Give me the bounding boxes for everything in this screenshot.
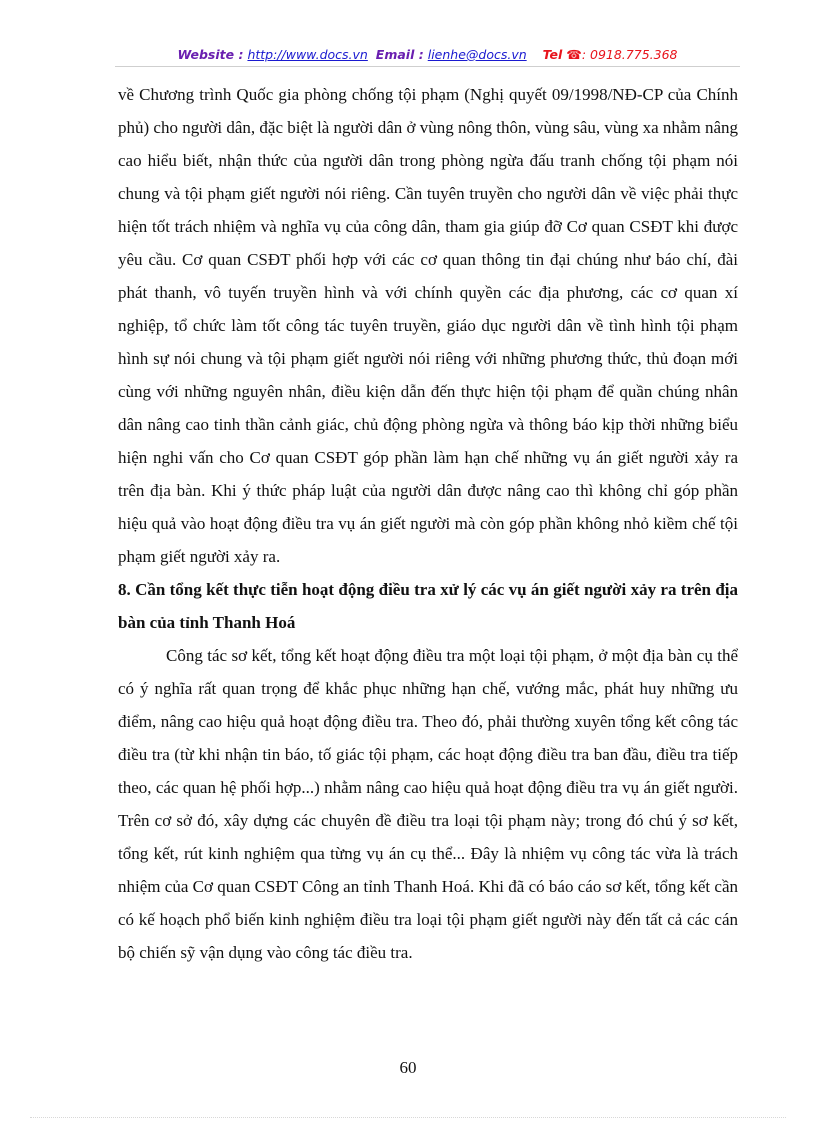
page-bottom-border — [30, 1117, 786, 1118]
tel-value: : 0918.775.368 — [581, 47, 678, 62]
email-label: Email — [375, 47, 415, 62]
email-separator: : — [414, 47, 424, 62]
phone-icon: ☎ — [566, 47, 582, 62]
document-body — [118, 78, 738, 969]
email-link[interactable]: lienhe@docs.vn — [427, 47, 527, 62]
tel-label: Tel — [542, 47, 563, 62]
page-header — [115, 46, 740, 64]
body-paragraph: về Chương trình Quốc gia phòng chống tội phạm (Nghị quyết 09/1998/NĐ-CP của Chính phủ) cho người dân, đặc biệt là người dân ở vùng nông thôn, vùng sâu, vùng xa nhằm nâng cao hiểu biết, nhận thức của người dân trong phòng ngừa đấu tranh chống tội phạm nói chung và tội phạm giết người nói riêng. Cần tuyên truyền cho người dân về việc phải thực hiện tốt trách nhiệm và nghĩa vụ của công dân, tham gia giúp đỡ Cơ quan CSĐT khi được yêu cầu. Cơ quan CSĐT phối hợp với các cơ quan thông tin đại chúng như báo chí, đài phát thanh, vô tuyến truyền hình và với chính quyền các địa phương, các cơ quan xí nghiệp, tổ chức làm tốt công tác tuyên truyền, giáo dục người dân về tình hình tội phạm hình sự nói chung và tội phạm giết người nói riêng với những phương thức, thủ đoạn mới cùng với những nguyên nhân, điều kiện dẫn đến thực hiện tội phạm để quần chúng nhân dân nâng cao tinh thần cảnh giác, chủ động phòng ngừa và thông báo kịp thời những biểu hiện nghi vấn cho Cơ quan CSĐT góp phần làm hạn chế những vụ án giết người xảy ra trên địa bàn. Khi ý thức pháp luật của người dân được nâng cao thì không chỉ góp phần hiệu quả vào hoạt động điều tra vụ án giết người mà còn góp phần không nhỏ kiềm chế tội phạm giết người xảy ra. — [118, 85, 738, 566]
website-label: Website : — [177, 47, 244, 62]
body-paragraph: Công tác sơ kết, tổng kết hoạt động điều tra một loại tội phạm, ở một địa bàn cụ thể có ý nghĩa rất quan trọng để khắc phục những hạn chế, vướng mắc, phát huy những ưu điểm, nâng cao hiệu quả hoạt động điều tra. Theo đó, phải thường xuyên tổng kết công tác điều tra (từ khi nhận tin báo, tố giác tội phạm, các hoạt động điều tra ban đầu, điều tra tiếp theo, các quan hệ phối hợp...) nhằm nâng cao hiệu quả hoạt động điều tra vụ án giết người. Trên cơ sở đó, xây dựng các chuyên đề điều tra loại tội phạm này; trong đó chú ý sơ kết, tổng kết, rút kinh nghiệm qua từng vụ án cụ thể... Đây là nhiệm vụ công tác vừa là trách nhiệm của Cơ quan CSĐT Công an tỉnh Thanh Hoá. Khi đã có báo cáo sơ kết, tổng kết cần có kế hoạch phổ biến kinh nghiệm điều tra loại tội phạm giết người này đến tất cả các cán bộ chiến sỹ vận dụng vào công tác điều tra. — [118, 646, 738, 962]
section-heading: 8. Cần tổng kết thực tiễn hoạt động điều tra xử lý các vụ án giết người xảy ra trên địa bàn của tỉnh Thanh Hoá — [118, 580, 738, 632]
page-number: 60 — [399, 1058, 417, 1077]
website-link[interactable]: http://www.docs.vn — [247, 47, 368, 62]
header-divider — [115, 66, 740, 67]
